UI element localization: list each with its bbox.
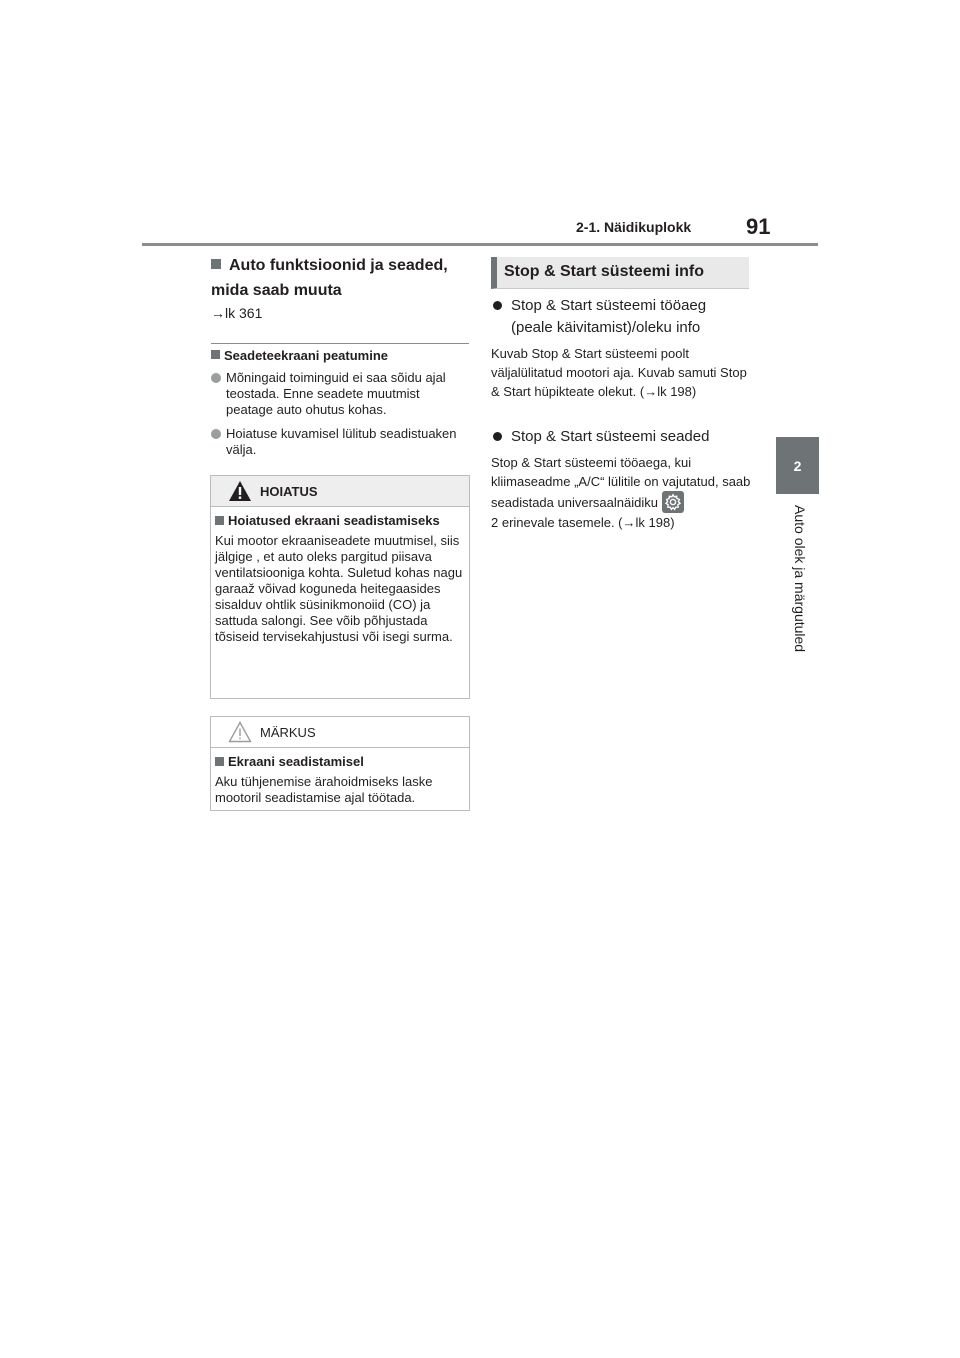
circle-bullet-icon xyxy=(211,373,221,383)
chapter-number: 2 xyxy=(793,457,802,474)
square-bullet-icon xyxy=(211,259,221,269)
left-heading-text: Auto funktsioonid ja seaded, mida saab muuta xyxy=(211,257,448,299)
list-item xyxy=(491,295,751,339)
warning-text: Kui mootor ekraaniseadete muutmisel, siis jälgige , et auto oleks pargitud piisava ventilatsiooniga kohta. Suletud kohas nagu garaaž võivad koguneda heitegaasides sisalduv ohtlik süsinikmonoiid (CO) ja sattuda salongi. See võib põhjustada tõsiseid tervisekahjustusi või isegi surma. xyxy=(215,533,463,644)
circle-bullet-icon xyxy=(211,429,221,439)
header-rule xyxy=(142,243,818,246)
note-label: MÄRKUS xyxy=(260,725,316,740)
list-item xyxy=(211,426,469,458)
caution-triangle-icon xyxy=(228,721,252,743)
section-title: 2-1. Näidikuplokk xyxy=(576,219,692,235)
settings-gear-icon xyxy=(662,491,684,513)
warning-subtitle-text: Hoiatused ekraani seadistamiseks xyxy=(228,513,440,528)
warning-subtitle xyxy=(215,513,465,529)
square-bullet-icon xyxy=(215,516,224,525)
item-description-text: Stop & Start süsteemi tööaega, kui kliimaseadme „A/C“ lülitile on vajutatud, saab seadistada universaalnäidiku xyxy=(491,455,751,510)
note-subtitle xyxy=(215,754,465,770)
square-bullet-icon xyxy=(215,757,224,766)
circle-bullet-icon xyxy=(493,432,502,441)
chapter-label: Auto olek ja märgutuled xyxy=(792,505,808,653)
note-box-header xyxy=(211,717,469,748)
chapter-tab[interactable] xyxy=(776,437,819,494)
right-heading-text: Stop & Start süsteemi info xyxy=(504,263,705,280)
warning-label: HOIATUS xyxy=(260,484,318,499)
note-subtitle-text: Ekraani seadistamisel xyxy=(228,754,364,769)
left-heading xyxy=(211,253,469,303)
list-item xyxy=(211,370,469,418)
subsection-title-text: Seadeteekraani peatumine xyxy=(224,348,389,363)
note-text: Aku tühjenemise ärahoidmiseks laske mootoril seadistamise ajal töötada. xyxy=(215,774,433,805)
right-heading xyxy=(491,257,749,289)
warning-triangle-icon xyxy=(228,480,252,502)
note-box xyxy=(210,716,470,811)
item-description: Kuvab Stop & Start süsteemi poolt väljalülitatud mootori aja. Kuvab samuti Stop & Start hüpikteate olekut. (→lk 198) xyxy=(491,346,747,399)
square-bullet-icon xyxy=(211,350,220,359)
list-item xyxy=(491,426,751,448)
item-title: Stop & Start süsteemi tööaeg (peale käivitamist)/oleku info xyxy=(511,297,707,336)
list-item-text: Hoiatuse kuvamisel lülitub seadistuaken välja. xyxy=(226,426,457,457)
page-number: 91 xyxy=(746,214,771,239)
page-reference-link[interactable]: →lk 361 xyxy=(211,305,263,321)
item-description-text: 2 erinevale tasemele. (→lk 198) xyxy=(491,515,675,530)
warning-box xyxy=(210,475,470,699)
subsection-rule xyxy=(211,343,469,344)
list-item-text: Mõningaid toiminguid ei saa sõidu ajal teostada. Enne seadete muutmist peatage auto ohutus kohas. xyxy=(226,370,446,417)
warning-box-header xyxy=(211,476,469,507)
item-title: Stop & Start süsteemi seaded xyxy=(511,428,710,445)
item-description xyxy=(491,453,753,532)
subsection-title xyxy=(211,348,388,363)
circle-bullet-icon xyxy=(493,301,502,310)
